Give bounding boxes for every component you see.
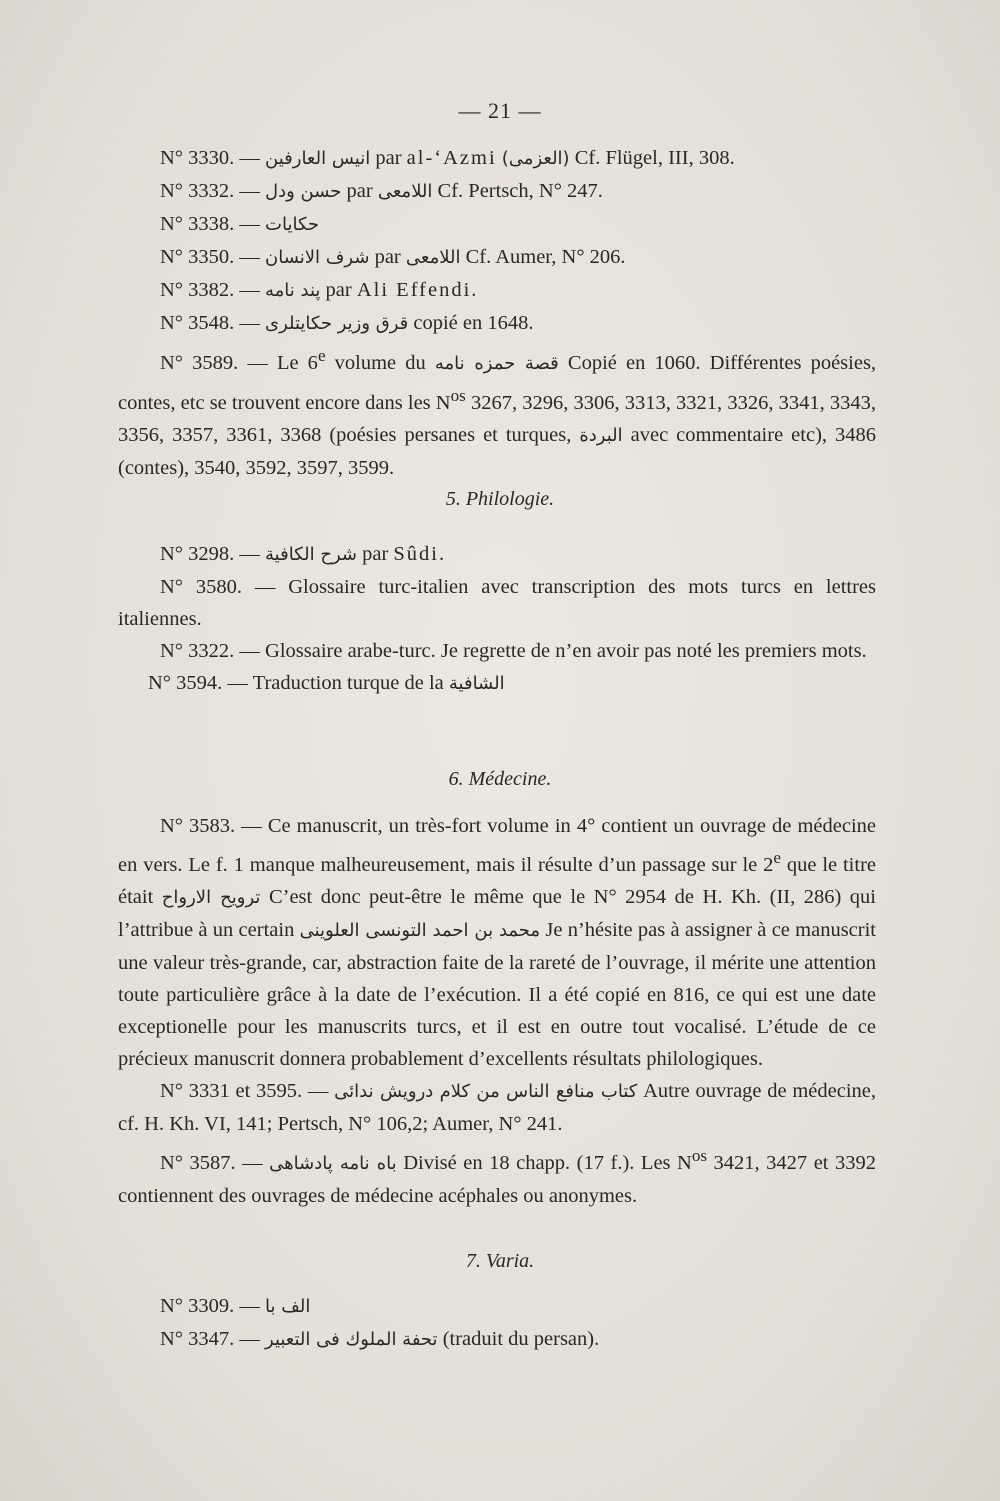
arabic-title: حسن ودل (265, 181, 342, 202)
dash: — (227, 672, 248, 694)
text: par (346, 180, 373, 202)
text: 3267, 3296, 3306, 3313, 3321, 3326, 3341, 3343, 3356, 3357, 3361, 3368 (poésies persanes et turques, (118, 391, 877, 446)
arabic-title: ترويح الارواح (161, 886, 261, 908)
text: que le titre était (118, 853, 877, 908)
entry-3382 (118, 274, 876, 307)
entry-number: N° 3298. (160, 543, 235, 565)
entries-medecine (118, 810, 876, 1212)
arabic-title: پند نامه (265, 280, 321, 301)
dash: — (239, 147, 260, 169)
dash: — (239, 1295, 260, 1317)
text: avec commentaire etc), 3486 (contes), 3540, 3592, 3597, 3599. (118, 423, 877, 479)
text: volume du (334, 351, 426, 374)
entry-3330 (118, 142, 876, 175)
section-heading-philologie: 5. Philologie. (445, 488, 555, 510)
entry-number: N° 3322. (160, 640, 235, 662)
text: Glossaire arabe-turc. Je regrette de n’en avoir pas noté les premiers mots. (265, 640, 867, 662)
dash: — (239, 312, 260, 334)
entry-number: N° 3347. (160, 1328, 235, 1350)
reference: Cf. Flügel, III, 308. (574, 147, 735, 169)
reference: Cf. Pertsch, N° 247. (437, 180, 603, 202)
reference: Cf. Aumer, N° 206. (465, 246, 626, 268)
arabic-title: البردة (579, 424, 623, 446)
arabic-author: اللامعى (405, 247, 461, 268)
text: Glossaire turc-italien avec transcription des mots turcs en lettres italiennes. (118, 576, 877, 630)
entry-3338 (118, 208, 876, 241)
entry-3589 (118, 340, 876, 484)
author-name: Ali Effendi. (356, 279, 479, 301)
section-heading-medecine: 6. Médecine. (448, 768, 552, 790)
entry-3594 (118, 667, 876, 700)
arabic-title: باه نامه پادشاهى (269, 1152, 397, 1174)
arabic-author: محمد بن احمد التونسى العلوينى (299, 919, 541, 941)
author-name: al-‘Azmi (406, 147, 497, 169)
text: Je n’hésite pas à assigner à ce manuscrit une valeur très-grande, car, abstraction faite de la rareté de l’ouvrage, il mérite une attention toute particulière grâce à la date de l’exécution. Il a été copié en 816, ce qui est une date exceptionelle pour les manuscrits turcs, et il est en outre tout vocalisé. L’étude de ce précieux manuscrit donnera probablement d’excellents résultats philologiques. (118, 918, 877, 1070)
text: Traduction turque de la (252, 672, 444, 694)
arabic-title: انيس العارفين (265, 148, 371, 169)
entry-3347 (118, 1323, 876, 1356)
arabic-title: حكايات (265, 214, 320, 235)
entry-number: N° 3382. (160, 279, 235, 301)
entry-3309 (118, 1290, 876, 1323)
text: Le 6 (276, 351, 318, 374)
entry-3322 (118, 635, 876, 667)
entry-number: N° 3580. (160, 576, 242, 598)
entry-3331-3595 (118, 1075, 876, 1140)
entry-number: N° 3594. (148, 672, 223, 694)
text: Copié en 1060. Différentes poésies, contes, etc se trouvent encore dans les N (118, 351, 877, 414)
text: Ce manuscrit, un très-fort volume in 4° contient un ouvrage de médecine en vers. Le f. 1 manque malheureusement, mais il résulte d’un passage sur le 2 (118, 815, 877, 876)
entries-varia (118, 1290, 876, 1356)
dash: — (241, 815, 262, 837)
text: par (374, 246, 401, 268)
superscript: os (450, 385, 466, 405)
dash: — (239, 246, 260, 268)
section-heading-varia: 7. Varia. (465, 1250, 535, 1272)
note: copié en 1648. (413, 312, 534, 334)
dash: — (242, 1151, 263, 1174)
entry-number: N° 3350. (160, 246, 235, 268)
dash: — (239, 180, 260, 202)
entry-number: N° 3331 et 3595. (160, 1079, 303, 1102)
entry-3298 (118, 538, 876, 571)
arabic-author: (العزمى) (501, 148, 570, 169)
text: C’est donc peut-être le même que le N° 2954 de H. Kh. (II, 286) qui l’attribue à un certain (118, 885, 877, 941)
entries-block-1 (118, 142, 876, 484)
entry-number: N° 3548. (160, 312, 235, 334)
arabic-title: قرق وزير حكايتلرى (265, 313, 409, 334)
text: par (362, 543, 389, 565)
text: Autre ouvrage de médecine, cf. H. Kh. VI, 141; Pertsch, N° 106,2; Aumer, N° 241. (118, 1079, 877, 1135)
entries-philologie (118, 538, 876, 700)
entry-3332 (118, 175, 876, 208)
text: par (375, 147, 402, 169)
arabic-title: كتاب منافع الناس من كلام درويش ندائى (334, 1080, 638, 1102)
entry-number: N° 3309. (160, 1295, 235, 1317)
entry-3587 (118, 1140, 876, 1212)
dash: — (239, 213, 260, 235)
entry-3350 (118, 241, 876, 274)
arabic-title: شرح الكافية (265, 544, 357, 565)
entry-3548 (118, 307, 876, 340)
entry-number: N° 3589. (160, 351, 239, 374)
superscript: os (691, 1145, 708, 1165)
arabic-title: قصة حمزه نامه (434, 352, 559, 374)
text: 3421, 3427 et 3392 contiennent des ouvrages de médecine acéphales ou anonymes. (118, 1151, 876, 1207)
text: (traduit du persan). (442, 1328, 600, 1350)
dash: — (254, 576, 276, 598)
entry-number: N° 3587. (160, 1151, 236, 1174)
dash: — (239, 640, 260, 662)
entry-number: N° 3583. (160, 815, 236, 837)
page-number: — 21 — (458, 98, 542, 123)
author-name: Sûdi. (393, 543, 447, 565)
dash: — (307, 1079, 329, 1102)
entry-number: N° 3338. (160, 213, 235, 235)
arabic-author: اللامعى (377, 181, 433, 202)
superscript: e (317, 346, 326, 365)
superscript: e (773, 848, 781, 867)
arabic-title: الشافية (448, 673, 505, 694)
entry-3583 (118, 810, 876, 1075)
dash: — (247, 351, 268, 374)
dash: — (239, 279, 260, 301)
dash: — (239, 1328, 260, 1350)
arabic-title: شرف الانسان (265, 247, 370, 268)
entry-3580 (118, 571, 876, 635)
arabic-title: تحفة الملوك فى التعبير (265, 1329, 438, 1350)
arabic-title: الف با (265, 1296, 311, 1317)
text: Divisé en 18 chapp. (17 f.). Les N (403, 1151, 692, 1174)
dash: — (239, 543, 260, 565)
entry-number: N° 3332. (160, 180, 235, 202)
text: par (325, 279, 352, 301)
entry-number: N° 3330. (160, 147, 235, 169)
